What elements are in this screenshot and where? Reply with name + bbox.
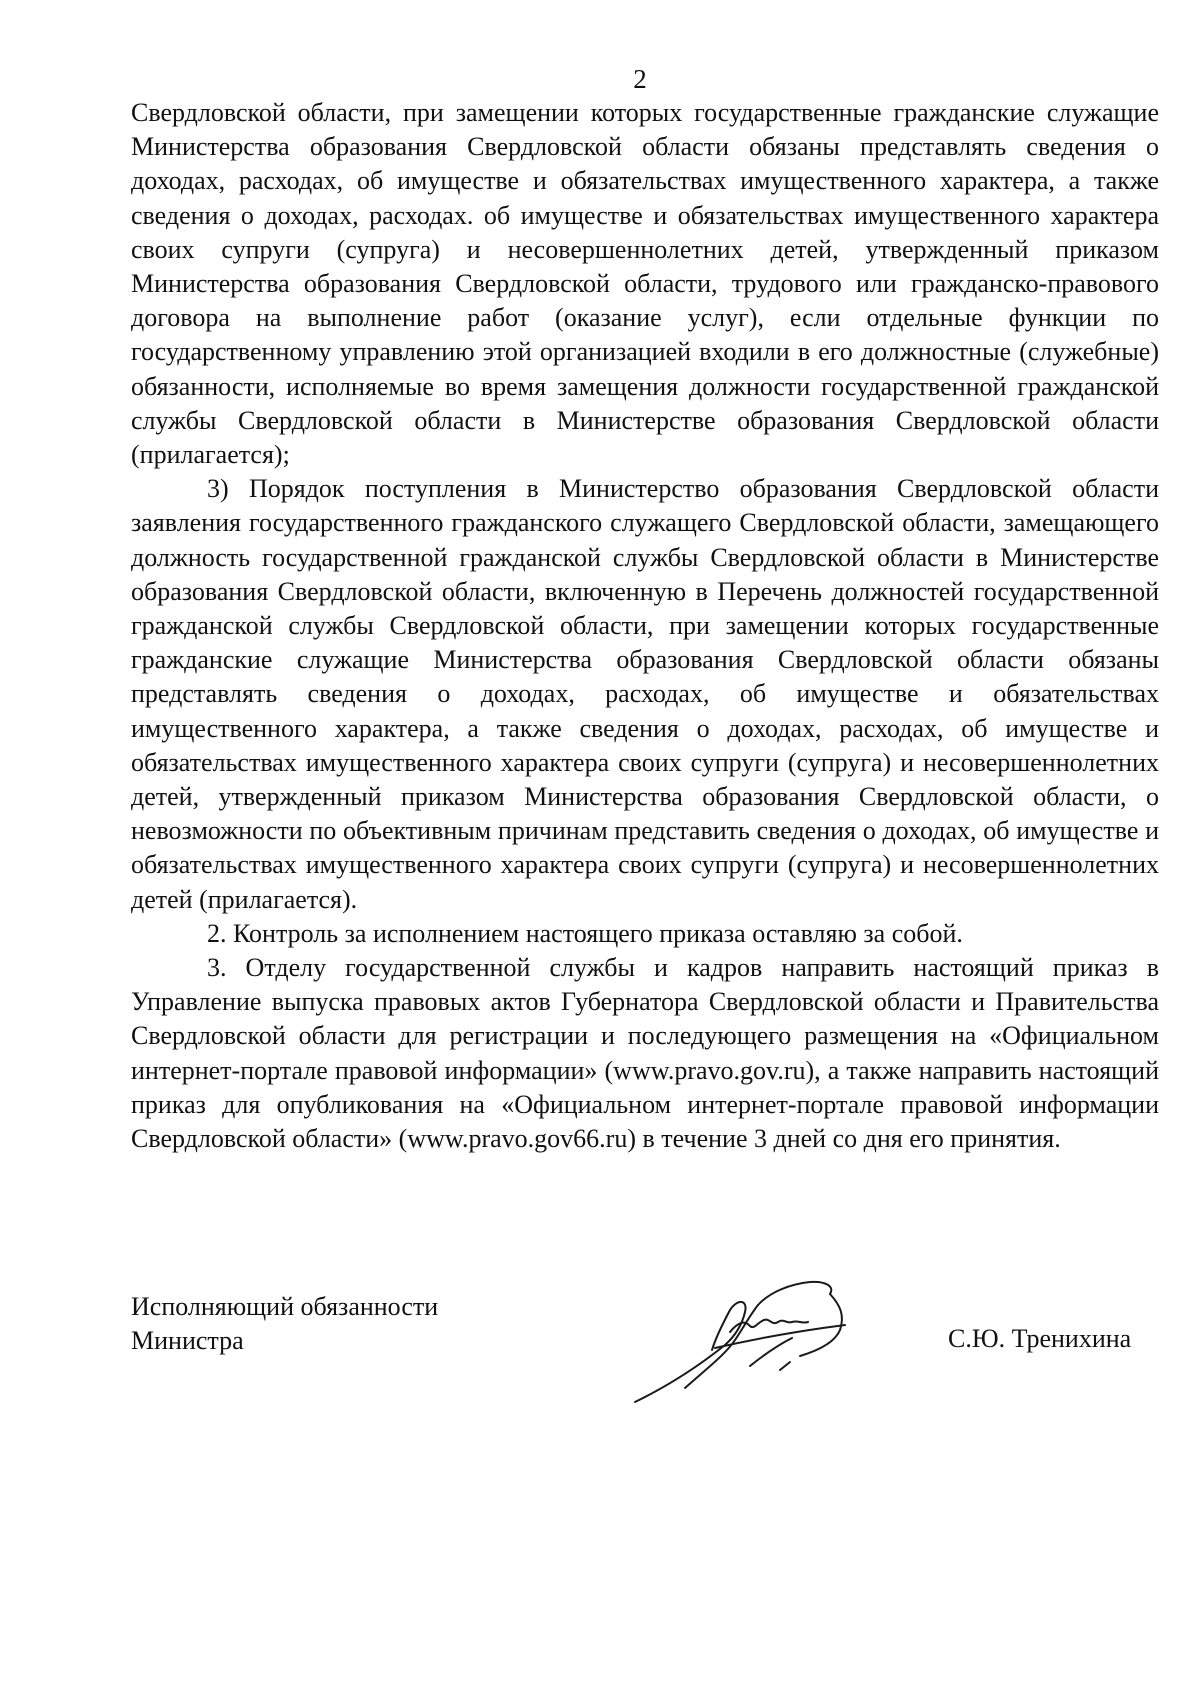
paragraph-continuation: Свердловской области, при замещении которых государственные гражданские служащие Министерства образования Свердловской области обязаны представлять сведения о доходах, расходах, об имуществе и обязательствах имущественного характера, а также сведения о доходах, расходах. об имуществе и обязательствах имущественного характера своих супруги (супруга) и несовершеннолетних детей, утвержденный приказом Министерства образования Свердловской области, трудового или гражданско-правового договора на выполнение работ (оказание услуг), если отдельные функции по государственному управлению этой организацией входили в его должностные (служебные) обязанности, исполняемые во время замещения должности государственной гражданской службы Свердловской области в Министерстве образования Свердловской области (прилагается);: [131, 98, 1159, 470]
handwritten-signature: [630, 1270, 870, 1410]
paragraph-clause-3: 3. Отделу государственной службы и кадров направить настоящий приказ в Управление выпуска правовых актов Губернатора Свердловской области и Правительства Свердловской области для регистрации и последующего размещения на «Официальном интернет-портале правовой информации» (www.pravo.gov.ru), а также направить настоящий приказ для опубликования на «Официальном интернет-портале правовой информации Свердловской области» (www.pravo.gov66.ru) в течение 3 дней со дня его принятия.: [131, 953, 1159, 1154]
document-body: [131, 96, 1159, 1156]
signatory-position: [131, 1290, 438, 1358]
paragraph-item-3: 3) Порядок поступления в Министерство образования Свердловской области заявления государственного гражданского служащего Свердловской области, замещающего должность государственной гражданской службы Свердловской области в Министерстве образования Свердловской области, включенную в Перечень должностей государственной гражданской службы Свердловской области, при замещении которых государственные гражданские служащие Министерства образования Свердловской области обязаны представлять сведения о доходах, расходах, об имуществе и обязательствах имущественного характера, а также сведения о доходах, расходах, об имуществе и обязательствах имущественного характера своих супруги (супруга) и несовершеннолетних детей, утвержденный приказом Министерства образования Свердловской области, о невозможности по объективным причинам представить сведения о доходах, об имуществе и обязательствах имущественного характера своих супруги (супруга) и несовершеннолетних детей (прилагается).: [131, 474, 1159, 914]
page-number: 2: [633, 64, 647, 94]
signatory-name: С.Ю. Тренихина: [948, 1324, 1132, 1353]
signatory-position-line1: Исполняющий обязанности: [131, 1292, 439, 1321]
signatory-position-line2: Министра: [131, 1326, 244, 1355]
paragraph-clause-2: 2. Контроль за исполнением настоящего приказа оставляю за собой.: [207, 918, 963, 948]
